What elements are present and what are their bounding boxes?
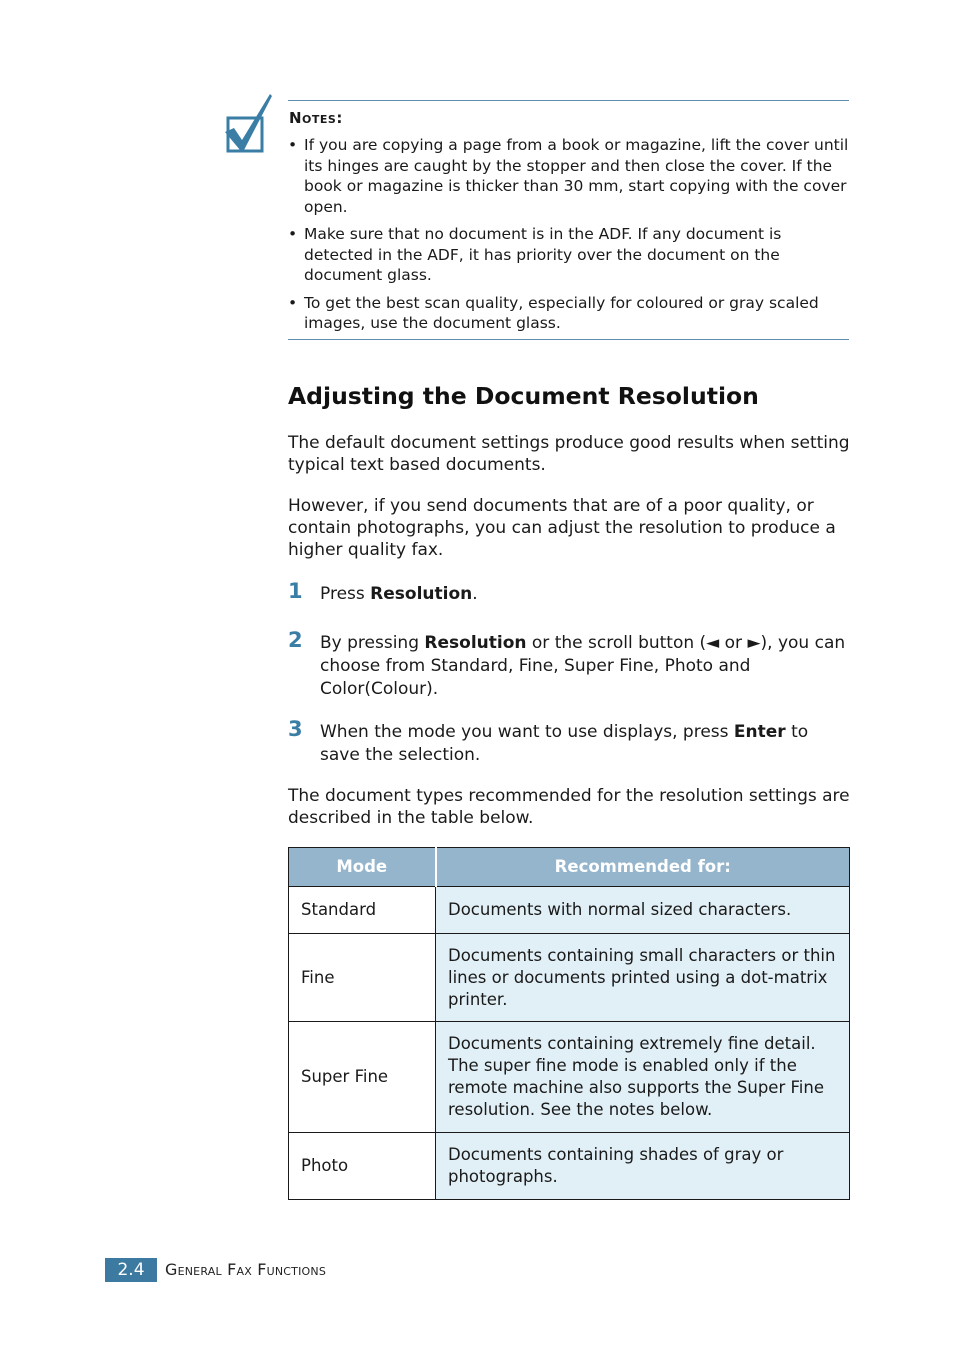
step-3: [288, 717, 853, 767]
table-row: [289, 1022, 850, 1133]
desc-cell: Documents containing extremely fine detail. The super fine mode is enabled only if the remote machine also supports the Super Fine resolution. See the notes below.: [436, 1022, 850, 1133]
step-number: 3: [288, 717, 303, 741]
header-mode: Mode: [289, 848, 436, 887]
bullet: •: [288, 293, 298, 312]
notes-title: Notes:: [289, 109, 343, 127]
table-header-row: [289, 848, 850, 887]
header-recommended: Recommended for:: [436, 848, 850, 887]
note-text: Make sure that no document is in the ADF. If any document is detected in the ADF, it has priority over the document on the document glass.: [304, 225, 782, 284]
table-intro-paragraph: The document types recommended for the resolution settings are described in the table below.: [288, 786, 850, 828]
table-row: [289, 887, 850, 934]
notes-box: [288, 100, 849, 340]
mode-cell: Super Fine: [289, 1022, 436, 1133]
step-number: 1: [288, 579, 303, 603]
quality-paragraph: However, if you send documents that are of a poor quality, or contain photographs, you can adjust the resolution to produce a higher quality fax.: [288, 496, 836, 560]
button-name: Resolution: [424, 633, 527, 653]
bullet: •: [288, 136, 298, 154]
notes-list: [288, 135, 849, 341]
desc-cell: Documents containing small characters or thin lines or documents printed using a dot-matrix printer.: [436, 934, 850, 1022]
step-1: [288, 579, 853, 606]
bullet: •: [288, 225, 298, 243]
mode-cell: Fine: [289, 934, 436, 1022]
note-item: [288, 135, 849, 217]
note-item: [288, 293, 849, 334]
table-row: [289, 1133, 850, 1200]
button-name: Enter: [733, 722, 786, 742]
chapter-title: General Fax Functions: [165, 1260, 327, 1279]
table-row: [289, 934, 850, 1022]
section-heading: Adjusting the Document Resolution: [288, 382, 759, 410]
intro-paragraph: The default document settings produce good results when setting typical text based documents.: [288, 433, 850, 475]
desc-cell: Documents containing shades of gray or photographs.: [436, 1133, 850, 1200]
resolution-table: [288, 847, 850, 1200]
note-text: If you are copying a page from a book or magazine, lift the cover until its hinges are caught by the stopper and then close the cover. If the book or magazine is thicker than 30 mm, start copying with the cover open.: [304, 136, 849, 216]
step-text: Press Resolution.: [320, 584, 478, 604]
note-item: [288, 224, 849, 286]
step-text: When the mode you want to use displays, press Enter to save the selection.: [320, 722, 809, 765]
step-text: By pressing Resolution or the scroll button (◄ or ►), you can choose from Standard, Fine, Super Fine, Photo and Color(Colour).: [320, 633, 846, 699]
mode-cell: Standard: [289, 887, 436, 934]
step-number: 2: [288, 628, 303, 652]
desc-cell: Documents with normal sized characters.: [436, 887, 850, 934]
note-text: To get the best scan quality, especially for coloured or gray scaled images, use the document glass.: [304, 293, 819, 332]
checkmark-notes-icon: [222, 92, 274, 154]
mode-cell: Photo: [289, 1133, 436, 1200]
button-name: Resolution: [370, 584, 473, 604]
step-2: [288, 628, 853, 701]
page-number: 2.4: [105, 1258, 157, 1282]
